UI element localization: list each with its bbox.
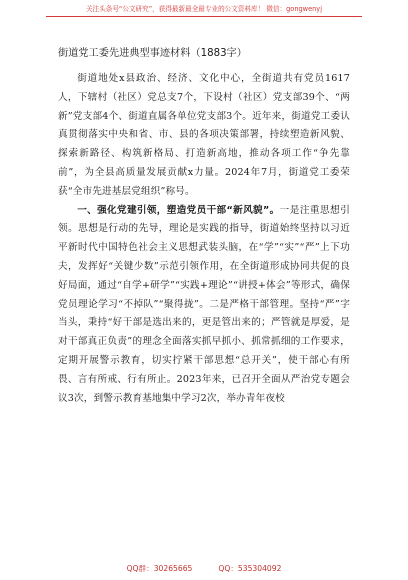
header-divider: [46, 16, 362, 17]
header-banner: 关注头条号“公文研究”，获得最新最全最专业的公文资料库！ 微信：gongwenyj: [85, 5, 323, 13]
footer-contact: [0, 564, 408, 574]
section-1-paragraph: [58, 202, 350, 409]
document-body: [58, 45, 350, 408]
section-1-body: 一是注重思想引领。思想是行动的先导，理论是实践的指导，街道始终坚持以习近平新时代中国特色社会主义思想武装头脑，在“学”“实”“严”上下功夫，发挥好“关键少数”示范引领作用，在全街道形成协同共促的良好局面，通过“自学+研学”“实践+理论”“讲授+体会”等形式，确保党员理论学习“不掉队”“聚得拢”。二是严格干部管理。坚持“严”字当头，秉持“好干部是选出来的，更是管出来的；严管就是厚爱，是对干部真正负责”的理念全面落实抓早抓小、抓常抓细的工作要求，定期开展警示教育，切实拧紧干部思想“总开关”，使干部心有所畏、言有所戒、行有所止。2023年来，已召开全面从严治党专题会议3次，到警示教育基地集中学习2次，举办青年夜校: [58, 204, 350, 404]
document-title: 街道党工委先进典型事迹材料（1883字）: [58, 48, 247, 59]
section-1-heading: 一、强化党建引领，塑造党员干部“新风貌”。: [77, 204, 280, 216]
footer-qq: QQ：535304092: [218, 564, 282, 573]
footer-qq-group: QQ群：30265665: [126, 564, 193, 573]
intro-paragraph: 街道地处x县政治、经济、文化中心，全街道共有党员1617人，下辖村（社区）党总支7个，下设村（社区）党支部39个、“两新”党支部4个、街道直属各单位党支部3个。近年来，街道党工委认真贯彻落实中央和省、市、县的各项决策部署，持续塑造新风貌、探索新路径、构筑新格局、打造新高地，推动各项工作“争先靠前”，为全县高质量发展贡献x力量。2024年7月，街道党工委荣获“全市先进基层党组织”称号。: [58, 73, 350, 197]
